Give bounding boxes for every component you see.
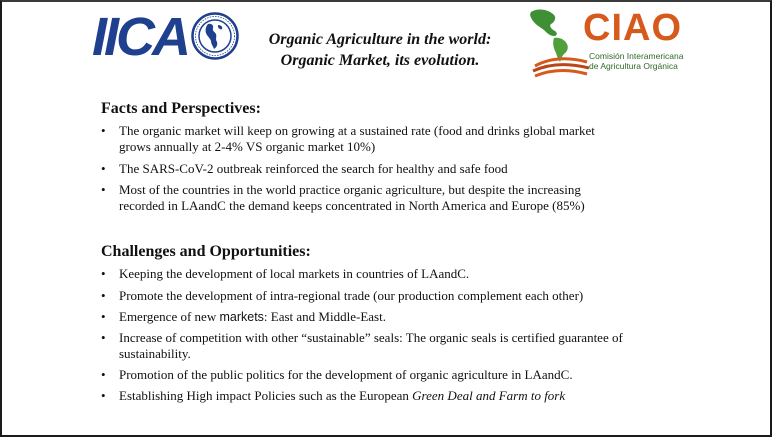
bullet: •: [101, 309, 106, 324]
text-run-italic: Green Deal and Farm to fork: [412, 388, 566, 403]
bullet: •: [101, 288, 106, 303]
iica-logo-text: IICA: [92, 7, 188, 67]
text-run: Emergence of new: [119, 309, 220, 324]
list-item-text: [119, 182, 679, 214]
bullet: •: [101, 367, 106, 382]
ciao-subtitle: [589, 51, 683, 71]
bullet: •: [101, 123, 106, 138]
title-line-2: Organic Market, its evolution.: [280, 52, 480, 69]
page-title: [255, 29, 505, 71]
list-item-text: [119, 388, 679, 404]
bullet: •: [101, 388, 106, 403]
list-item-line: Increase of competition with other “sustainable” seals: The organic seals is certified guarantee of: [119, 330, 623, 345]
ciao-logo-text: CIAO: [583, 7, 682, 49]
list-item-text: Promote the development of intra-regional trade (our production complement each other): [119, 288, 584, 303]
ciao-subtitle-line-2: de Agricultura Orgánica: [589, 61, 678, 71]
challenges-heading: Challenges and Opportunities:: [101, 243, 311, 260]
title-line-1: Organic Agriculture in the world:: [268, 31, 492, 48]
text-run: : East and Middle-East.: [263, 309, 386, 324]
ciao-subtitle-line-1: Comisión Interamericana: [589, 51, 684, 61]
bullet: •: [101, 182, 106, 197]
list-item-line: grows annually at 2-4% VS organic market 10%): [119, 139, 376, 154]
list-item-text: Promotion of the public politics for the development of organic agriculture in LAandC.: [119, 367, 573, 382]
iica-logo: [92, 7, 242, 67]
globe-seal-icon: [191, 12, 239, 60]
list-item-text: [119, 161, 679, 177]
list-item-line: recorded in LAandC the demand keeps concentrated in North America and Europe (85%): [119, 198, 585, 213]
list-item-text: [119, 123, 679, 155]
list-item-line: The organic market will keep on growing at a sustained rate (food and drinks global market: [119, 123, 595, 138]
list-item-text: [119, 309, 679, 325]
text-run: Establishing High impact Policies such as the European: [119, 388, 413, 403]
bullet: •: [101, 266, 106, 281]
bullet: •: [101, 161, 106, 176]
text-run-sans: markets: [219, 310, 264, 324]
bullet: •: [101, 330, 106, 345]
list-item-text: [119, 330, 679, 362]
ciao-logo: [527, 6, 684, 80]
list-item-text: Keeping the development of local markets in countries of LAandC.: [119, 266, 470, 281]
list-item-line: sustainability.: [119, 346, 191, 361]
facts-heading: Facts and Perspectives:: [101, 100, 261, 117]
list-item-line: The SARS-CoV-2 outbreak reinforced the search for healthy and safe food: [119, 161, 508, 176]
list-item-line: Most of the countries in the world practice organic agriculture, but despite the increasing: [119, 182, 581, 197]
